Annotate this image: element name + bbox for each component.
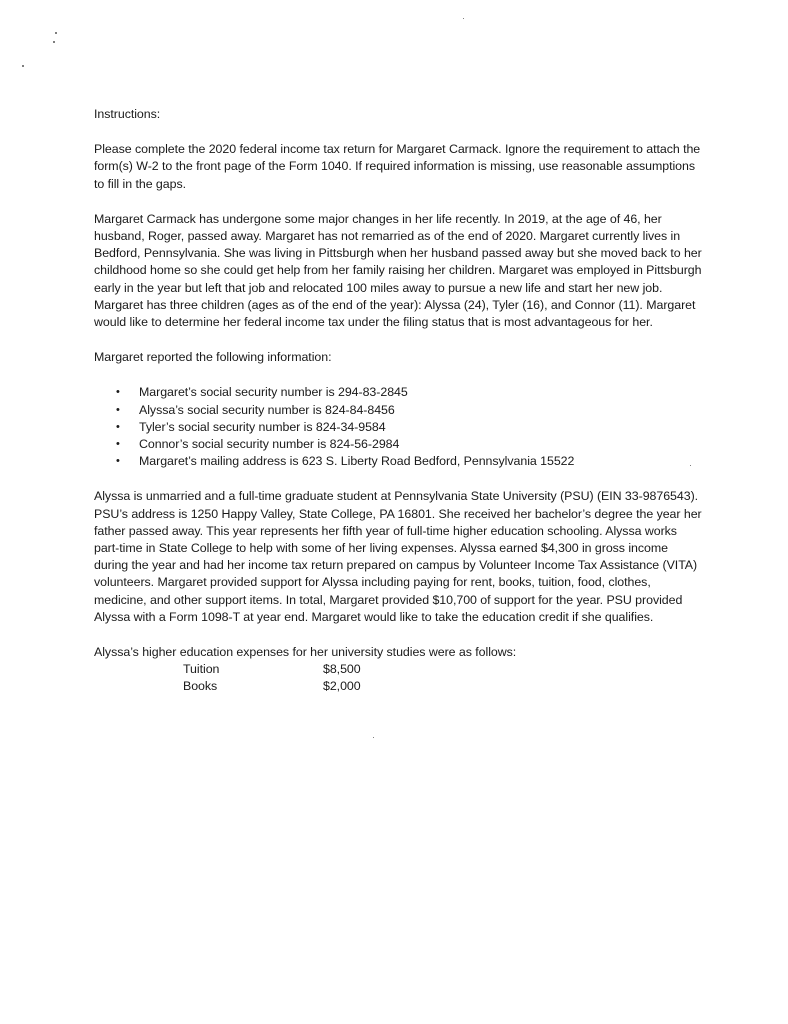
list-item <box>94 436 704 453</box>
expenses-intro: Alyssa’s higher education expenses for her university studies were as follows: <box>94 645 517 660</box>
expense-row <box>183 661 704 678</box>
background-paragraph: Margaret Carmack has undergone some major changes in her life recently. In 2019, at the age of 46, her husband, Roger, passed away. Margaret has not remarried as of the end of 2020. Margaret currently lives in Bedford, Pennsylvania. She was living in Pittsburgh when her husband passed away but she moved back to her childhood home so she could get help from her family raising her children. Margaret was employed in Pittsburgh early in the year but left that job and relocated 100 miles away to pursue a new life and start her new job. Margaret has three children (ages as of the end of the year): Alyssa (24), Tyler (16), and Connor (11). Margaret would like to determine her federal income tax under the filing status that is most advantageous for her. <box>94 211 702 330</box>
bullet-icon: • <box>116 403 120 416</box>
list-item-text: Margaret’s social security number is 294-83-2845 <box>139 385 408 400</box>
scan-speck <box>22 65 24 67</box>
reported-info-list <box>94 384 704 470</box>
expense-amount: $8,500 <box>323 662 361 677</box>
bullet-icon: • <box>116 455 120 468</box>
scan-speck <box>463 18 464 19</box>
bullet-icon: • <box>116 438 120 451</box>
scan-speck <box>373 737 374 738</box>
reported-info-intro: Margaret reported the following information: <box>94 350 332 365</box>
expense-label: Books <box>183 679 218 694</box>
alyssa-paragraph: Alyssa is unmarried and a full-time graduate student at Pennsylvania State University (PSU) (EIN 33-9876543). PSU’s address is 1250 Happy Valley, State College, PA 16801. She received her bachelor’s degree the year her father passed away. This year represents her fifth year of full-time higher education schooling. Alyssa works part-time in State College to help with some of her living expenses. Alyssa earned $4,300 in gross income during the year and had her income tax return prepared on campus by Volunteer Income Tax Assistance (VITA) volunteers. Margaret provided support for Alyssa including paying for rent, books, tuition, food, clothes, medicine, and other support items. In total, Margaret provided $10,700 of support for the year. PSU provided Alyssa with a Form 1098-T at year end. Margaret would like to take the education credit if she qualifies. <box>94 489 702 624</box>
list-item-text: Connor’s social security number is 824-56-2984 <box>139 437 400 452</box>
scan-speck <box>53 41 55 43</box>
list-item-text: Tyler’s social security number is 824-34-9584 <box>139 419 386 434</box>
list-item <box>94 453 704 470</box>
expenses-table <box>183 661 704 695</box>
instructions-heading: Instructions: <box>94 107 161 121</box>
scan-speck <box>55 32 57 34</box>
expense-label: Tuition <box>183 662 220 677</box>
bullet-icon: • <box>116 386 120 399</box>
list-item <box>94 384 704 401</box>
list-item <box>94 419 704 436</box>
list-item <box>94 402 704 419</box>
list-item-text: Margaret’s mailing address is 623 S. Liberty Road Bedford, Pennsylvania 15522 <box>139 454 575 469</box>
expense-amount: $2,000 <box>323 679 361 694</box>
instructions-paragraph: Please complete the 2020 federal income tax return for Margaret Carmack. Ignore the requirement to attach the form(s) W-2 to the front page of the Form 1040. If required information is missing, use reasonable assumptions to fill in the gaps. <box>94 142 701 191</box>
expense-row <box>183 678 704 695</box>
list-item-text: Alyssa’s social security number is 824-84-8456 <box>139 402 395 417</box>
bullet-icon: • <box>116 420 120 433</box>
document-body <box>94 106 704 696</box>
